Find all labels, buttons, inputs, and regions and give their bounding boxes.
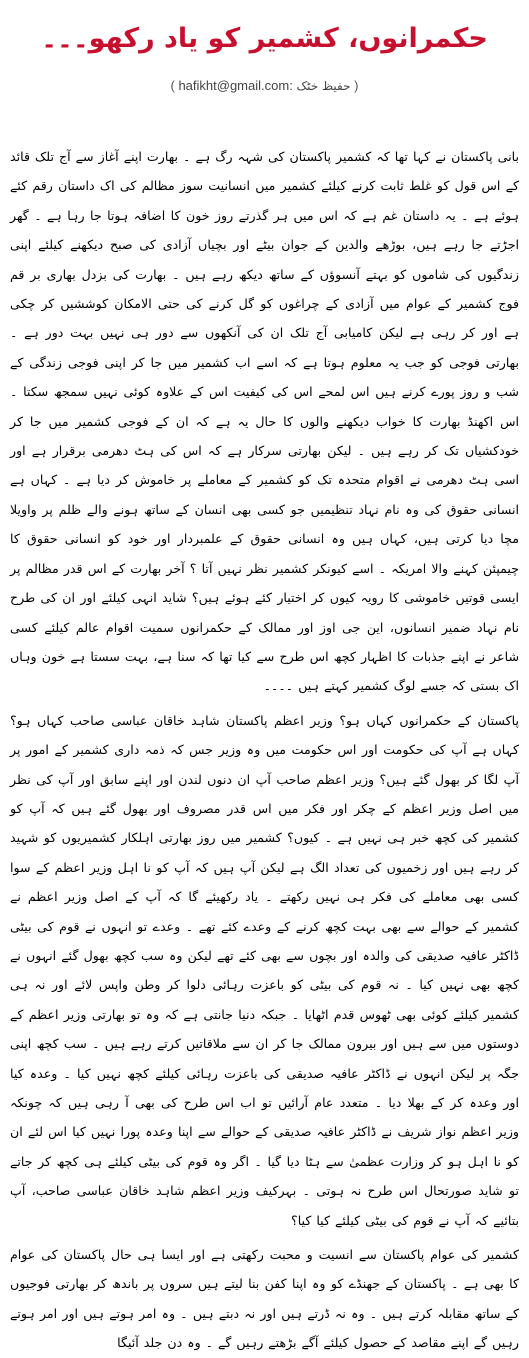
byline-close-paren: ) (354, 78, 359, 93)
article-paragraph: بانی پاکستان نے کہا تھا کہ کشمیر پاکستان کی شہہ رگ ہے ۔ بھارت اپنے آغاز سے آج تلک قائد کے اس قول کو غلط ثابت کرنے کیلئے کشمیر میں انسانیت سوز مظالم کی اک داستان رقم کئے ہوئے ہے ۔ یہ داستان غم ہے کہ اس میں ہر گذرتے روز خون کا اضافہ ہوتا جا رہا ہے ۔ گھر اجڑتے جا رہے ہیں، بوڑھے والدین کے جوان بیٹے اور بچیاں آزادی کی صبح دیکھنے کیلئے اپنی زندگیوں کی شاموں کو بہتے آنسوؤں کے ساتھ دیکھ رہے ہیں ۔ بھارت کی بزدل بھاری بر قم فوج کشمیر کے عوام میں آزادی کے چراغوں کو گل کرنے کی حتی الامکان کوششیں کر چکی ہے اور کر رہی ہے لیکن کامیابی آج تلک ان کی آنکھوں سے دور ہی نہیں بہت دور ہے ۔ بھارتی فوجی کو جب یہ معلوم ہوتا ہے کہ اسے اب کشمیر میں جا کر اپنی فوجی زندگی کے شب و روز پورے کرنے ہیں اس لمحے اس کی کیفیت اس کے علاوہ کوئی نہیں سمجھ سکتا ۔ اس اکھنڈ بھارت کا خواب دیکھنے والوں کا حال یہ ہے کہ ان کے فوجی کشمیر میں جا کر خودکشیاں تک کر رہے ہیں ۔ لیکن بھارتی سرکار ہے کہ اس کی ہٹ دھرمی برقرار ہے اور اسی ہٹ دھرمی نے اقوام متحدہ تک کو کشمیر کے معاملے پر خاموش کر دیا ہے ۔ کہاں ہے انسانی حقوق کی وہ نام نہاد تنظیمیں جو کسی بھی انسان کے ساتھ ہونے والے ظلم پر واویلا مچا دیا کرتی ہیں، کہاں ہیں وہ انسانی حقوق کے علمبردار اور خود کو انسانی حقوق کا چیمپئن کہنے والا امریکہ ۔ اسے کیونکر کشمیر نظر نہیں آتا ؟ آخر بھارت کے اس قدر مظالم پر ایسی قوتیں خاموشی کا رویہ کیوں کر اختیار کئے ہوئے ہیں؟ شاید انہی کیلئے اور ان کی طرح نام نہاد ضمیر انسانوں، این جی اوز اور ممالک کے حکمرانوں سمیت اقوام عالم کیلئے کسی شاعر نے اپنے جذبات کا اظہار کچھ اس طرح سے کیا تھا کہ سنا ہے، بہت سستا ہے خون وہاں اک بستی کہ جسے لوگ کشمیر کہتے ہیں ۔۔۔۔ (10, 149, 519, 694)
article-byline (10, 76, 519, 96)
article-paragraph: پاکستان کے حکمرانوں کہاں ہو؟ وزیر اعظم پاکستان شاہد خاقان عباسی صاحب کہاں ہو؟ کہاں ہے آپ کی حکومت اور اس حکومت میں وہ وزیر جس کہ ذمہ داری کشمیر کے امور پر آپ لگا کر بھول گئے ہیں؟ وزیر اعظم صاحب آپ ان دنوں لندن اور اپنے سابق اور آپ کی نظر میں اصل وزیر اعظم کے چکر اور فکر میں اس قدر مصروف اور بھول گئے ہیں کہ آپ کو کشمیر کی کچھ خبر ہی نہیں ہے ۔ کیوں؟ کشمیر میں روز بھارتی اہلکار کشمیریوں کو شہید کر رہے ہیں اور زخمیوں کی تعداد الگ ہے لیکن آپ ہیں کہ آپ کو نا اہل وزیر اعظم کے سوا کسی بھی معاملے کی فکر ہی نہیں رکھتے ۔ یاد رکھیئے گا کہ آپ کے اصل وزیر اعظم نے کشمیر کے حوالے سے بھی بہت کچھ کرنے کے وعدے کئے تھے ۔ وعدے تو انہوں نے قوم کی بیٹی ڈاکٹر عافیہ صدیقی کی والدہ اور بچوں سے بھی کئے تھے لیکن وہ سب کچھ بھول گئے انہوں نے کچھ بھی نہیں کیا ۔ نہ قوم کی بیٹی کو باعزت رہائی دلوا کر وطن واپس لائے اور نہ ہی کشمیر کیلئے کوئی بھی ٹھوس قدم اٹھایا ۔ جبکہ دنیا جانتی ہے کہ وہ تو بھارتی وزیر اعظم کے دوستوں میں سے ہیں اور بیرون ممالک جا کر ان سے ملاقاتیں کرتے رہے ہیں ۔ سب کچھ اپنی جگہ پر لیکن انہوں نے ڈاکٹر عافیہ صدیقی کی باعزت رہائی کیلئے کچھ نہیں کیا ۔ وعدہ کیا اور وعدہ کر کے بھلا دیا ۔ متعدد عام آرائیں تو اب اس طرح کی بھی آ رہی ہیں کہ چونکہ وزیر اعظم نواز شریف نے ڈاکٹر عافیہ صدیقی کے حوالے سے اپنا وعدہ پورا نہیں کیا اس لئے ان کو نا اہل ہو کر وزارت عظمیٰ سے ہٹا دیا گیا ۔ اگر وہ قوم کی بیٹی کیلئے ہی کچھ کر جاتے تو شاید صورتحال اس طرح نہ ہوتی ۔ بہرکیف وزیر اعظم شاہد خاقان عباسی صاحب، آپ بتائیے کہ آپ نے قوم کی بیٹی کیلئے کیا کیا؟ (10, 712, 519, 1228)
author-name: حفیظ خٹک (296, 79, 351, 93)
byline-open-paren: ( (170, 78, 175, 93)
author-email: hafikht@gmail.com: (178, 78, 293, 93)
article-title: حکمرانوں، کشمیر کو یاد رکھو۔۔۔ (41, 23, 488, 54)
article-paragraph: کشمیر کی عوام پاکستان سے انسیت و محبت رکھتی ہے اور ایسا ہی حال پاکستان کی عوام کا بھی ہے ۔ پاکستان کے جھنڈے کو وہ اپنا کفن بنا لیتے ہیں سروں پر باندھ کر بھارتی فوجیوں کے ساتھ مقابلہ کرتے ہیں ۔ وہ نہ ڈرتے ہیں اور نہ دبتے ہیں ۔ وہ امر ہوتے ہیں اور امر ہوتے رہیں گے اپنے مقاصد کے حصول کیلئے آگے بڑھتے رہیں گے ۔ وہ دن جلد آئیگا (10, 1247, 519, 1351)
article-body (10, 142, 519, 1358)
